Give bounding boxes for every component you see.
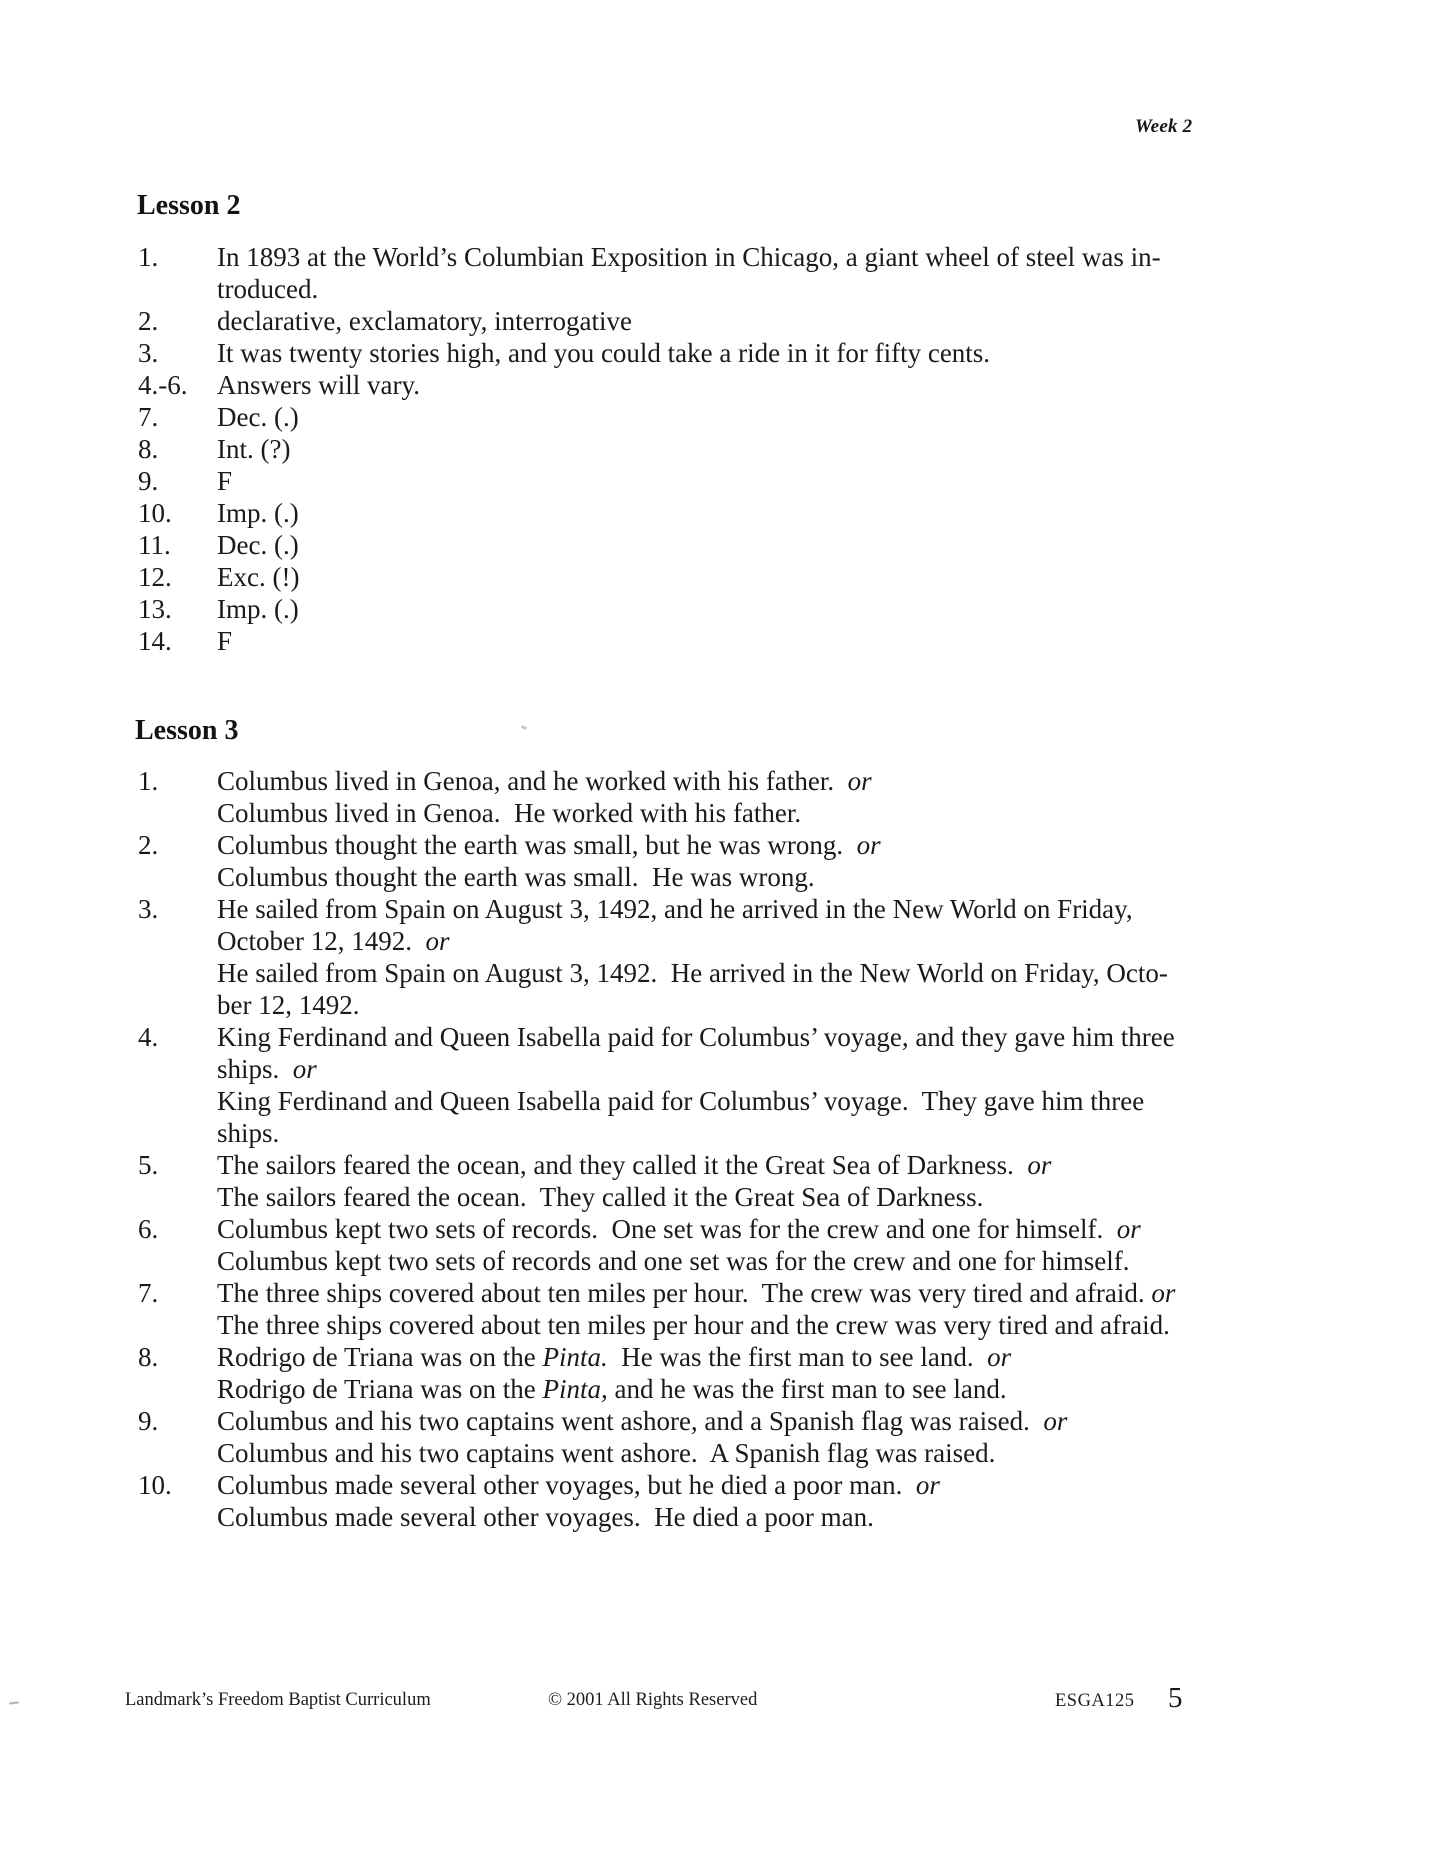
item-number: 5.	[138, 1150, 159, 1180]
item-number: 3.	[138, 338, 159, 368]
item-number: 2.	[138, 830, 159, 860]
item-number: 9.	[138, 1406, 159, 1436]
item-text: Rodrigo de Triana was on the Pinta. He was the first man to see land. or Rodrigo de Triana was on the Pinta, and he was the first man to see land.	[217, 1342, 1012, 1404]
item-number: 1.	[138, 242, 159, 272]
item-number: 10.	[138, 1470, 172, 1500]
lesson-2-title: Lesson 2	[137, 190, 241, 221]
answer-item	[138, 829, 1398, 893]
answer-item	[138, 1021, 1398, 1149]
lesson-3-answer-list	[138, 765, 1398, 1533]
item-text: Dec. (.)	[217, 530, 299, 560]
answer-item	[138, 625, 1398, 657]
page-number: 5	[1168, 1682, 1183, 1714]
week-label: Week 2	[1135, 116, 1193, 137]
answer-item	[138, 529, 1398, 561]
item-text: declarative, exclamatory, interrogative	[217, 306, 633, 336]
item-text: In 1893 at the World’s Columbian Exposition in Chicago, a giant wheel of steel was in- troduced.	[217, 242, 1161, 304]
item-text: Columbus kept two sets of records. One set was for the crew and one for himself. or Columbus kept two sets of records and one set was for the crew and one for himself.	[217, 1214, 1141, 1276]
item-text: King Ferdinand and Queen Isabella paid for Columbus’ voyage, and they gave him three ships. or King Ferdinand and Queen Isabella paid for Columbus’ voyage. They gave him three ships.	[217, 1022, 1175, 1148]
item-number: 13.	[138, 594, 172, 624]
answer-item	[138, 1277, 1398, 1341]
answer-item	[138, 1469, 1398, 1533]
item-text: Exc. (!)	[217, 562, 300, 592]
item-number: 2.	[138, 306, 159, 336]
item-text: F	[217, 466, 233, 496]
answer-item	[138, 497, 1398, 529]
item-number: 3.	[138, 894, 159, 924]
item-number: 11.	[138, 530, 171, 560]
answer-item	[138, 401, 1398, 433]
item-text: Imp. (.)	[217, 594, 299, 624]
item-text: Int. (?)	[217, 434, 291, 464]
item-text: Answers will vary.	[217, 370, 420, 400]
item-text: Imp. (.)	[217, 498, 299, 528]
item-text: The three ships covered about ten miles per hour. The crew was very tired and afraid. or The three ships covered about ten miles per hour and the crew was very tired and afraid.	[217, 1278, 1176, 1340]
item-number: 7.	[138, 1278, 159, 1308]
item-text: The sailors feared the ocean, and they called it the Great Sea of Darkness. or The sailors feared the ocean. They called it the Great Sea of Darkness.	[217, 1150, 1052, 1212]
item-text: He sailed from Spain on August 3, 1492, and he arrived in the New World on Friday, October 12, 1492. or He sailed from Spain on August 3, 1492. He arrived in the New World on Friday, Octo- ber 12, 1492.	[217, 894, 1168, 1020]
lesson-2-answer-list	[138, 241, 1398, 657]
item-number: 9.	[138, 466, 159, 496]
item-number: 12.	[138, 562, 172, 592]
item-text: Columbus and his two captains went ashore, and a Spanish flag was raised. or Columbus and his two captains went ashore. A Spanish flag was raised.	[217, 1406, 1068, 1468]
answer-item	[138, 337, 1398, 369]
copyright-notice: © 2001 All Rights Reserved	[548, 1690, 758, 1710]
item-number: 1.	[138, 766, 159, 796]
answer-item	[138, 1341, 1398, 1405]
item-text: Columbus thought the earth was small, but he was wrong. or Columbus thought the earth was small. He was wrong.	[217, 830, 881, 892]
answer-item	[138, 465, 1398, 497]
item-text: Columbus made several other voyages, but he died a poor man. or Columbus made several other voyages. He died a poor man.	[217, 1470, 940, 1532]
item-number: 7.	[138, 402, 159, 432]
lesson-3-title: Lesson 3	[135, 715, 239, 746]
answer-item	[138, 1405, 1398, 1469]
answer-item	[138, 893, 1398, 1021]
item-number: 8.	[138, 434, 159, 464]
answer-item	[138, 561, 1398, 593]
item-text: F	[217, 626, 233, 656]
item-number: 4.-6.	[138, 370, 188, 400]
item-number: 8.	[138, 1342, 159, 1372]
publisher-credit: Landmark’s Freedom Baptist Curriculum	[125, 1690, 431, 1710]
item-text: It was twenty stories high, and you could take a ride in it for fifty cents.	[217, 338, 991, 368]
answer-item	[138, 765, 1398, 829]
answer-item	[138, 1149, 1398, 1213]
item-number: 14.	[138, 626, 172, 656]
item-number: 6.	[138, 1214, 159, 1244]
course-code: ESGA125	[1055, 1691, 1135, 1711]
answer-item	[138, 1213, 1398, 1277]
answer-item	[138, 241, 1398, 305]
item-text: Dec. (.)	[217, 402, 299, 432]
scan-speck	[521, 725, 528, 730]
answer-item	[138, 593, 1398, 625]
answer-item	[138, 305, 1398, 337]
answer-item	[138, 369, 1398, 401]
item-number: 4.	[138, 1022, 159, 1052]
answer-item	[138, 433, 1398, 465]
scan-speck	[9, 1701, 19, 1704]
item-number: 10.	[138, 498, 172, 528]
item-text: Columbus lived in Genoa, and he worked with his father. or Columbus lived in Genoa. He worked with his father.	[217, 766, 872, 828]
